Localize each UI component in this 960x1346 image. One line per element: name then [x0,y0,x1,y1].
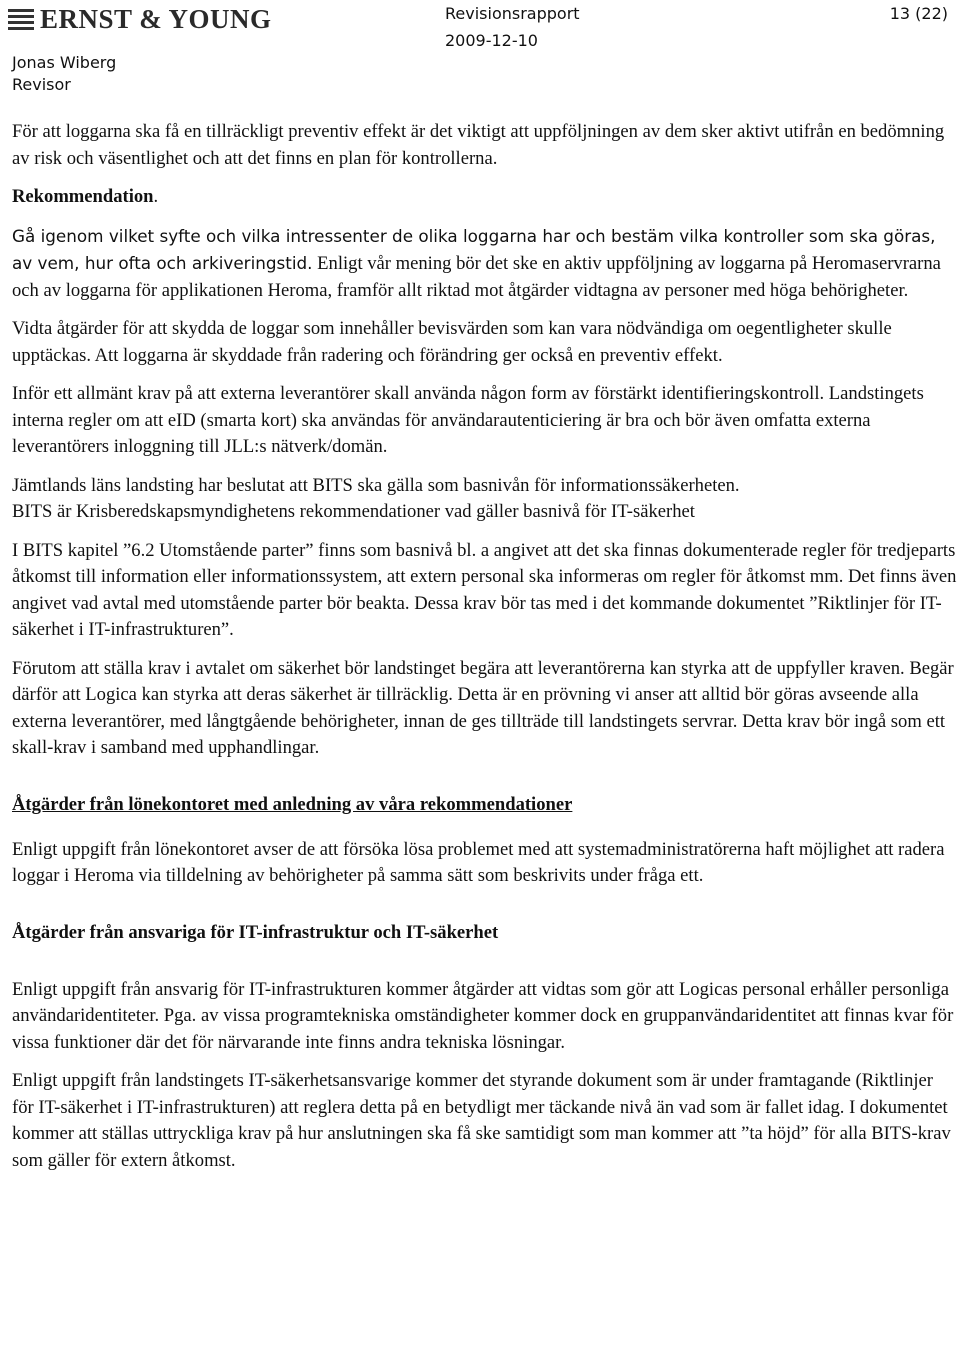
paragraph-bits-definition: BITS är Krisberedskapsmyndighetens rekommendationer vad gäller basnivå för IT-säkerhet [12,501,695,522]
logo-bars-icon [8,9,34,31]
document-title: Revisionsrapport [445,4,580,23]
document-date: 2009-12-10 [445,31,538,50]
heading-payroll-actions: Åtgärder från lönekontoret med anledning av våra rekommendationer [12,794,573,816]
paragraph-log-followup: För att loggarna ska få en tillräckligt preventiv effekt är det viktigt att uppföljningen av dem sker aktivt utifrån en bedömning av risk och väsentlighet och att det finns en plan för kontrollerna. [12,121,945,169]
heading-it-actions: Åtgärder från ansvariga för IT-infrastruktur och IT-säkerhet [12,922,499,944]
paragraph-bits-decision: Jämtlands läns landsting har beslutat att BITS ska gälla som basnivån för informationssäkerheten. [12,474,740,496]
recommendation-heading-dot: . [153,186,159,207]
page-header [0,0,960,112]
paragraph-it-infrastructure: Enligt uppgift från ansvarig för IT-infrastrukturen kommer åtgärder att vidtas som gör att Logicas personal erhåller personliga användaridentiteter. Pga. av vissa programtekniska omständigheter kommer dock en gruppanvändaridentitet att finnas kvar för vissa funktioner där det för närvarande inte finns andra tekniska lösningar. [12,978,954,1053]
paragraph-identification: Inför ett allmänt krav på att externa leverantörer skall använda någon form av förstärkt identifieringskontroll. Landstingets interna regler om att eID (smarta kort) ska användas för användarautenticiering är bra och bör även omfatta externa leverantörers inloggning till JLL:s nätverk/domän. [12,383,924,457]
paragraph-bits-chapter: I BITS kapitel ”6.2 Utomstående parter” finns som basnivå bl. a angivet att det ska finnas dokumenterade regler för tredjeparts åtkomst till information eller informationssystem, att extern personal ska informeras om regler för åtkomst mm. Det finns även angivet vad avtal med utomstående parter bör beakta. Dessa krav bör tas med i det kommande dokumentet ”Riktlinjer för IT-säkerhet i IT-infrastrukturen”. [12,539,957,640]
paragraph-recommendation [12,223,958,305]
recommendation-sans-text: Gå igenom vilket syfte och vilka intressenter de olika loggarna har och bestäm vilka kontroller som ska göras, av vem, hur ofta och arkiveringstid. [12,225,936,273]
paragraph-supplier-requirements: Förutom att ställa krav i avtalet om säkerhet bör landstinget begära att leverantörerna kan styrka att de uppfyller kraven. Begär därför att Logica kan styrka att deras säkerhet är tillräcklig. Detta är en prövning vi anser att alltid bör göras avseende alla externa leverantörer, med långtgående behörigheter, innan de ges tillträde till landstingets servrar. Detta krav bör ingå som ett skall-krav i samband med upphandlingar. [12,657,954,758]
paragraph-payroll-actions: Enligt uppgift från lönekontoret avser de att försöka lösa problemet med att systemadministratörerna haft möjlighet att radera loggar i Heroma via tilldelning av behörigheter på samma sätt som beskrivits under fråga ett. [12,838,945,887]
page-body [12,119,958,1174]
logo-text: ERNST & YOUNG [40,4,272,34]
paragraph-it-security: Enligt uppgift från landstingets IT-säkerhetsansvarige kommer det styrande dokument som är under framtagande (Riktlinjer för IT-säkerhet i IT-infrastrukturen) att reglera detta på en betydligt mer täckande nivå än vad som är fallet idag. I dokumentet kommer att ställas uttryckliga krav på hur anslutningen ska få ske samtidigt som man kommer att ”ta höjd” för alla BITS-krav som gäller för extern åtkomst. [12,1070,951,1171]
recommendation-heading-text: Rekommendation [12,186,154,207]
page-number: 13 (22) [889,4,948,23]
author-role: Revisor [12,75,71,94]
ernst-young-logo [8,4,272,35]
recommendation-heading [12,184,958,211]
recommendation-serif-text: Enligt vår mening bör det ske en aktiv uppföljning av loggarna på Heromaservrarna och av loggarna för applikationen Heroma, framför allt riktad mot åtgärder vidtagna av personer med höga behörigheter. [12,253,941,301]
author-name: Jonas Wiberg [12,53,117,72]
document-meta [445,0,580,54]
paragraph-protect-logs: Vidta åtgärder för att skydda de loggar som innehåller bevisvärden som kan vara nödvändiga om oegentligheter skulle upptäckas. Att loggarna är skyddade från radering och förändring ger också en preventiv effekt. [12,318,892,366]
author-block [12,52,116,96]
